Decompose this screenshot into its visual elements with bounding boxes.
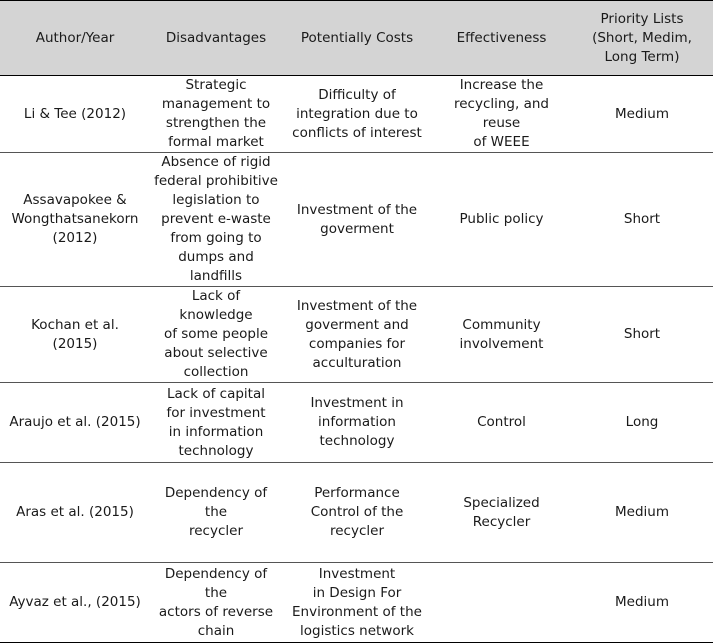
cell-effectiveness <box>432 563 571 643</box>
cell-author: Araujo et al. (2015) <box>0 383 150 463</box>
cell-effectiveness: Control <box>432 383 571 463</box>
cell-priority: Medium <box>571 563 713 643</box>
cell-costs: Investment in information technology <box>282 383 432 463</box>
table-body <box>0 76 713 643</box>
table-row <box>0 383 713 463</box>
cell-disadvantages: Lack of capital for investment in information technology <box>150 383 282 463</box>
cell-effectiveness: Increase the recycling, and reuse of WEEE <box>432 76 571 153</box>
cell-effectiveness: Community involvement <box>432 287 571 383</box>
cell-costs: Investment in Design For Environment of the logistics network <box>282 563 432 643</box>
header-row <box>0 1 713 76</box>
cell-costs: Performance Control of the recycler <box>282 463 432 563</box>
cell-priority: Medium <box>571 463 713 563</box>
cell-disadvantages: Absence of rigid federal prohibitive legislation to prevent e-waste from going to dumps and landfills <box>150 153 282 287</box>
cell-effectiveness: Public policy <box>432 153 571 287</box>
table-row <box>0 563 713 643</box>
cell-priority: Short <box>571 153 713 287</box>
cell-disadvantages: Strategic management to strengthen the formal market <box>150 76 282 153</box>
cell-costs: Investment of the goverment <box>282 153 432 287</box>
header-author-year: Author/Year <box>0 1 150 76</box>
cell-author: Ayvaz et al., (2015) <box>0 563 150 643</box>
table-row <box>0 463 713 563</box>
cell-author: Assavapokee & Wongthatsanekorn (2012) <box>0 153 150 287</box>
table-header <box>0 1 713 76</box>
cell-author: Aras et al. (2015) <box>0 463 150 563</box>
header-priority-lists: Priority Lists (Short, Medim, Long Term) <box>571 1 713 76</box>
header-effectiveness: Effectiveness <box>432 1 571 76</box>
cell-costs: Investment of the goverment and companies for acculturation <box>282 287 432 383</box>
table-row <box>0 287 713 383</box>
cell-priority: Medium <box>571 76 713 153</box>
cell-effectiveness: Specialized Recycler <box>432 463 571 563</box>
table-row <box>0 76 713 153</box>
cell-author: Kochan et al. (2015) <box>0 287 150 383</box>
cell-author: Li & Tee (2012) <box>0 76 150 153</box>
cell-disadvantages: Dependency of the actors of reverse chain <box>150 563 282 643</box>
cell-disadvantages: Dependency of the recycler <box>150 463 282 563</box>
header-potentially-costs: Potentially Costs <box>282 1 432 76</box>
cell-costs: Difficulty of integration due to conflicts of interest <box>282 76 432 153</box>
cell-disadvantages: Lack of knowledge of some people about selective collection <box>150 287 282 383</box>
cell-priority: Long <box>571 383 713 463</box>
header-disadvantages: Disadvantages <box>150 1 282 76</box>
cell-priority: Short <box>571 287 713 383</box>
table-row <box>0 153 713 287</box>
